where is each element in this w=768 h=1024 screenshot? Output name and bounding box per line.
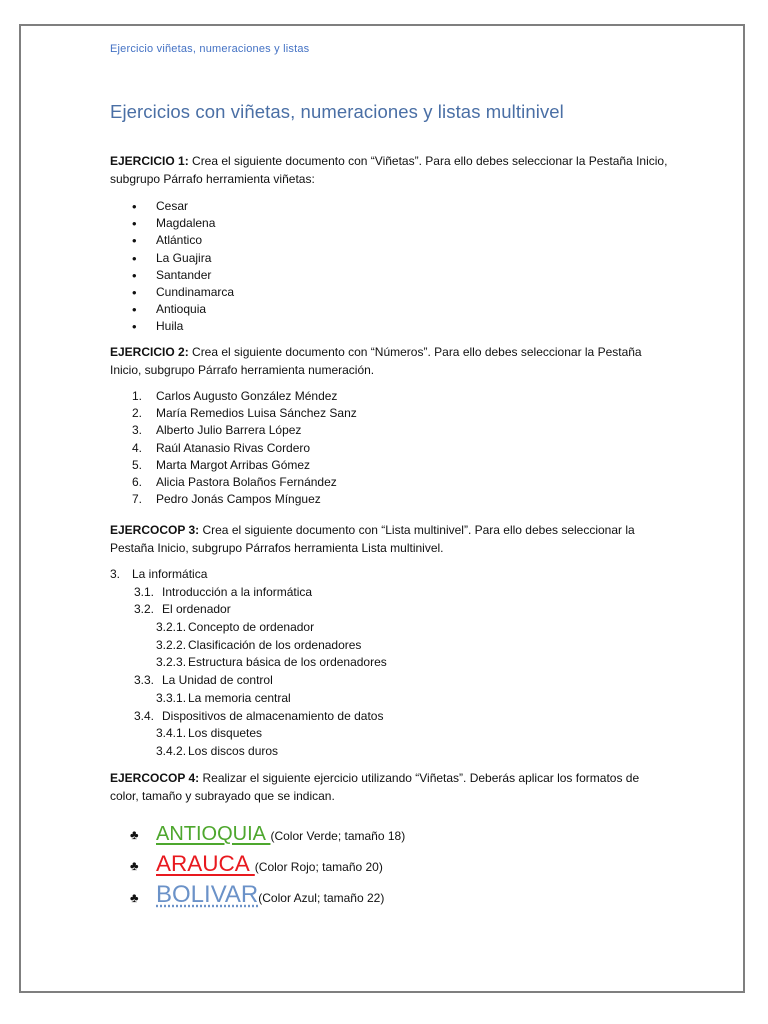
bullet-icon: • bbox=[132, 319, 137, 335]
exercise-3-text: Crea el siguiente documento con “Lista multinivel”. Para ello debes seleccionar la Pestaña Inicio, subgrupo Párrafos herramienta Lista multinivel. bbox=[110, 523, 635, 555]
running-header: Ejercicio viñetas, numeraciones y listas bbox=[110, 43, 310, 55]
bullet-icon: • bbox=[132, 302, 137, 318]
exercise-3-label: EJERCOCOP 3: bbox=[110, 523, 200, 537]
exercise-1-paragraph bbox=[110, 152, 670, 188]
styled-word-antioquia: ANTIOQUIA bbox=[156, 823, 271, 845]
bullet-icon: • bbox=[132, 216, 137, 232]
exercise-4-text: Realizar el siguiente ejercicio utilizando “Viñetas”. Deberás aplicar los formatos de color, tamaño y subrayado que se indican. bbox=[110, 771, 640, 803]
bullet-icon: • bbox=[132, 250, 137, 266]
exercise-1-label: EJERCICIO 1: bbox=[110, 154, 189, 168]
document-title: Ejercicios con viñetas, numeraciones y listas multinivel bbox=[110, 101, 564, 122]
club-bullet-icon: ♣ bbox=[130, 890, 139, 905]
format-note: (Color Verde; tamaño 18) bbox=[270, 829, 406, 843]
exercise-3-paragraph bbox=[110, 521, 670, 557]
styled-word-arauca: ARAUCA bbox=[156, 851, 255, 876]
exercise-4-paragraph bbox=[110, 769, 670, 805]
format-note: (Color Azul; tamaño 22) bbox=[258, 891, 385, 905]
exercise-2-label: EJERCICIO 2: bbox=[110, 345, 189, 359]
exercise-4-label: EJERCOCOP 4: bbox=[110, 771, 200, 785]
bullet-icon: • bbox=[132, 284, 137, 300]
bullet-icon: • bbox=[132, 267, 137, 283]
club-bullet-icon: ♣ bbox=[130, 858, 139, 873]
exercise-1-text: Crea el siguiente documento con “Viñetas”. Para ello debes seleccionar la Pestaña Inicio, subgrupo Párrafo herramienta viñetas: bbox=[110, 154, 668, 186]
styled-word-bolivar: BOLIVAR bbox=[156, 881, 259, 908]
exercise-2-text: Crea el siguiente documento con “Números”. Para ello debes seleccionar la Pestaña Inicio, subgrupo Párrafo herramienta numeración. bbox=[110, 345, 642, 377]
exercise-2-paragraph bbox=[110, 343, 670, 379]
bullet-icon: • bbox=[132, 233, 137, 249]
club-bullet-icon: ♣ bbox=[130, 827, 139, 842]
format-note: (Color Rojo; tamaño 20) bbox=[254, 860, 383, 874]
bullet-icon: • bbox=[132, 199, 137, 214]
